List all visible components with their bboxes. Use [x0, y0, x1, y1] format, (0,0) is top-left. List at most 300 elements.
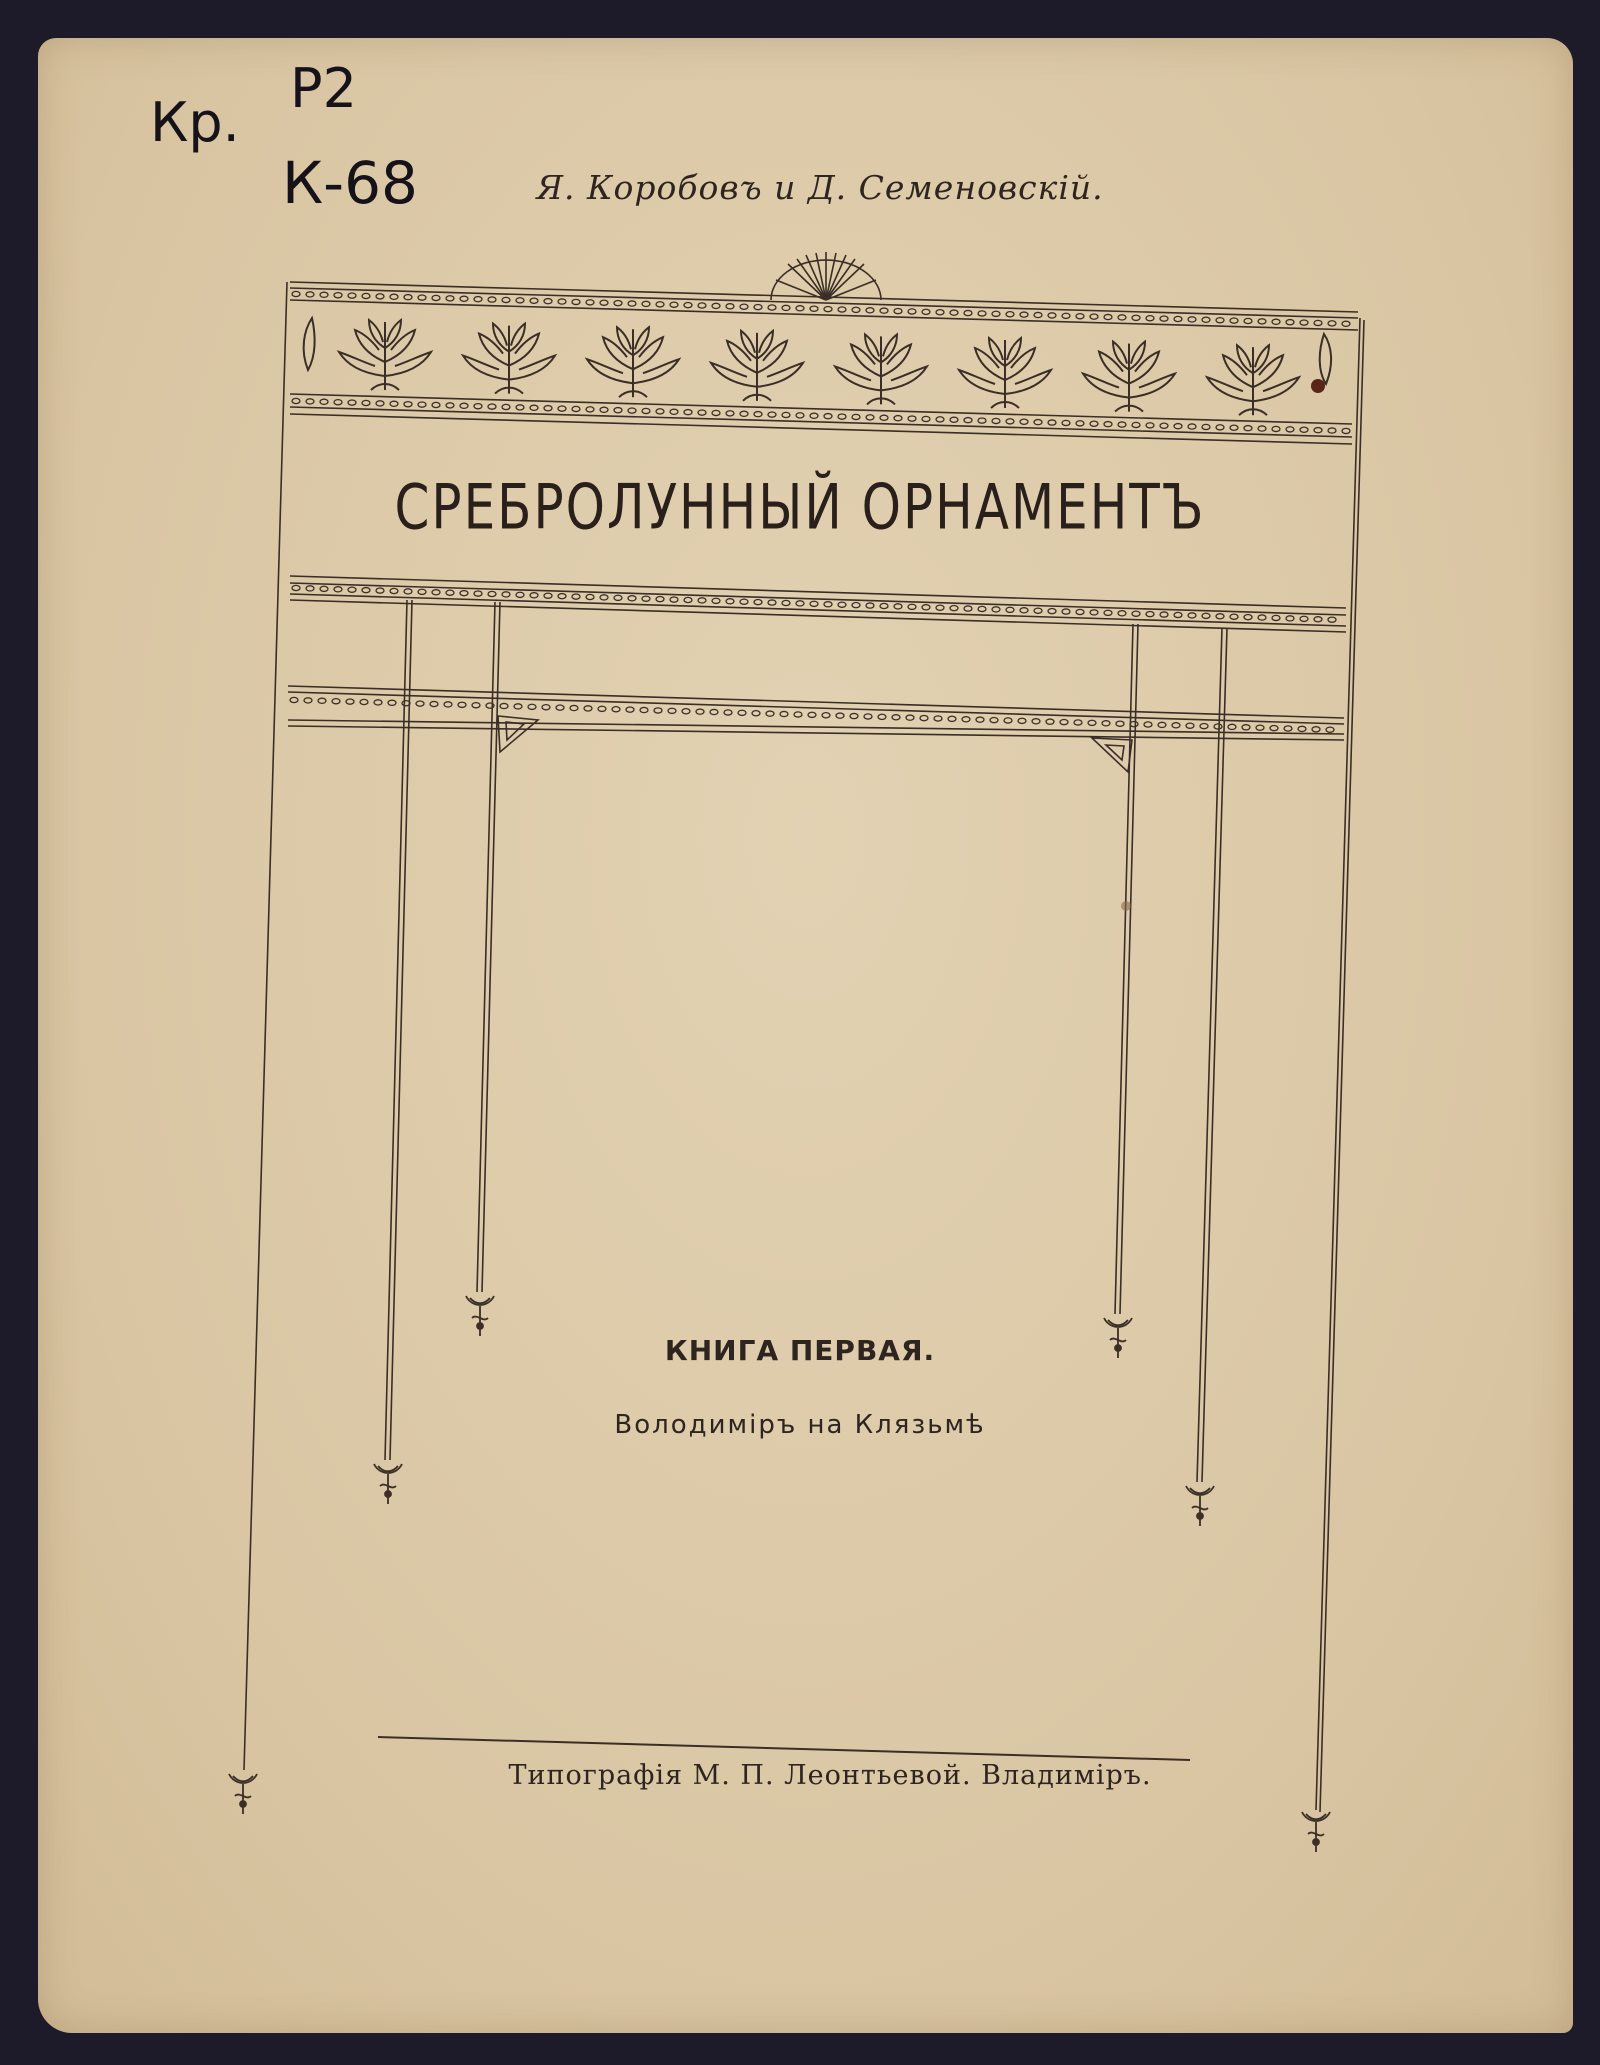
dot [824, 602, 832, 607]
dot [1076, 314, 1084, 319]
dot [1160, 316, 1168, 321]
dot [1258, 319, 1266, 324]
finial [466, 1296, 494, 1336]
dot [866, 603, 874, 608]
dot [1104, 610, 1112, 615]
dot [458, 702, 466, 707]
dot [376, 401, 384, 406]
dot [1272, 426, 1280, 431]
finial [1302, 1812, 1330, 1852]
dot [544, 406, 552, 411]
dot [698, 303, 706, 308]
dot [838, 602, 846, 607]
dot [780, 711, 788, 716]
dot [1132, 315, 1140, 320]
dot [1146, 423, 1154, 428]
dot [1202, 424, 1210, 429]
dot [768, 305, 776, 310]
dot [712, 303, 720, 308]
dot [446, 296, 454, 301]
dot [1258, 615, 1266, 620]
dot [1088, 720, 1096, 725]
dot [1272, 319, 1280, 324]
dot [684, 303, 692, 308]
dot [738, 710, 746, 715]
dot [1258, 426, 1266, 431]
dot [556, 705, 564, 710]
dot [1018, 718, 1026, 723]
dot [446, 590, 454, 595]
book-title: СРЕБРОЛУННЫЙ ОРНАМЕНТЪ [394, 470, 1206, 544]
dot [908, 604, 916, 609]
dot [696, 709, 704, 714]
dot [866, 308, 874, 313]
dot [934, 716, 942, 721]
dot [1144, 722, 1152, 727]
palmette [587, 327, 679, 397]
dot [1200, 723, 1208, 728]
dot [374, 700, 382, 705]
dot [460, 296, 468, 301]
dot [1020, 419, 1028, 424]
dot [362, 588, 370, 593]
dot [1074, 720, 1082, 725]
palmette [711, 331, 803, 401]
dot [1048, 420, 1056, 425]
dot [992, 311, 1000, 316]
dot [388, 700, 396, 705]
dot [922, 416, 930, 421]
dot [1090, 610, 1098, 615]
dot [572, 299, 580, 304]
dot [684, 597, 692, 602]
dot [318, 698, 326, 703]
dot [430, 701, 438, 706]
dot [1034, 312, 1042, 317]
dot [558, 406, 566, 411]
dot [794, 712, 802, 717]
dot [1046, 719, 1054, 724]
dot [290, 697, 298, 702]
dot [544, 299, 552, 304]
dot [796, 306, 804, 311]
dot [446, 403, 454, 408]
dot [346, 699, 354, 704]
dot [306, 399, 314, 404]
dot [1006, 312, 1014, 317]
dot [628, 301, 636, 306]
dot [628, 596, 636, 601]
dot [1174, 612, 1182, 617]
dot [698, 410, 706, 415]
dot [416, 701, 424, 706]
dot [612, 707, 620, 712]
dot [432, 295, 440, 300]
dot [670, 302, 678, 307]
dot [1076, 421, 1084, 426]
dot [822, 713, 830, 718]
dot [950, 417, 958, 422]
dot [964, 606, 972, 611]
dot [1242, 725, 1250, 730]
dot [656, 302, 664, 307]
dot [1202, 317, 1210, 322]
dot [460, 403, 468, 408]
dot [880, 603, 888, 608]
dot [1216, 318, 1224, 323]
dot [600, 595, 608, 600]
dot [572, 594, 580, 599]
dot [1118, 422, 1126, 427]
dot [1104, 422, 1112, 427]
dot [1174, 424, 1182, 429]
dot [852, 603, 860, 608]
dot [334, 400, 342, 405]
palmette [339, 320, 431, 390]
dot [626, 707, 634, 712]
dot [724, 710, 732, 715]
dot [404, 589, 412, 594]
dot [474, 297, 482, 302]
palmette [959, 338, 1051, 408]
dot [1062, 313, 1070, 318]
dot [528, 704, 536, 709]
dot [376, 588, 384, 593]
dot [390, 401, 398, 406]
dot [474, 404, 482, 409]
dot [894, 416, 902, 421]
dot [502, 592, 510, 597]
dot [838, 414, 846, 419]
dot [670, 409, 678, 414]
dot [1032, 719, 1040, 724]
dot [1048, 313, 1056, 318]
dot [320, 586, 328, 591]
dot [1244, 615, 1252, 620]
dot [782, 600, 790, 605]
dot [1244, 426, 1252, 431]
dot [460, 591, 468, 596]
ink-stain [1311, 379, 1325, 393]
dot [754, 305, 762, 310]
dot [808, 712, 816, 717]
dot [782, 412, 790, 417]
dot [1286, 320, 1294, 325]
dot [950, 606, 958, 611]
dot [334, 293, 342, 298]
authors-line: Я. Коробовъ и Д. Семеновскій. [536, 168, 1104, 207]
dot [726, 599, 734, 604]
dot [1048, 609, 1056, 614]
dot [1062, 420, 1070, 425]
paper-spot [1121, 901, 1131, 911]
dot [1034, 608, 1042, 613]
palmette [835, 334, 927, 404]
dot [432, 402, 440, 407]
dot [1272, 615, 1280, 620]
dot [922, 309, 930, 314]
dot [766, 711, 774, 716]
dot [1314, 320, 1322, 325]
dot [1062, 609, 1070, 614]
book-subtitle: Володиміръ на Клязьмѣ [614, 1410, 986, 1440]
finial [374, 1464, 402, 1504]
dot [1228, 724, 1236, 729]
dot [1060, 719, 1068, 724]
dot [1104, 314, 1112, 319]
dot [320, 399, 328, 404]
dot [614, 408, 622, 413]
dot [1286, 427, 1294, 432]
palmette [1207, 345, 1299, 415]
palmette [463, 324, 555, 394]
dot [472, 703, 480, 708]
dot [978, 311, 986, 316]
dot [1342, 428, 1350, 433]
dot [600, 300, 608, 305]
publisher-imprint: Типографія М. П. Леонтьевой. Владиміръ. [508, 1760, 1152, 1791]
dot [1256, 725, 1264, 730]
dot [1118, 611, 1126, 616]
dot [1270, 726, 1278, 731]
dot [990, 717, 998, 722]
dot [530, 405, 538, 410]
dot [962, 717, 970, 722]
dot [1006, 419, 1014, 424]
dot [936, 310, 944, 315]
dot [752, 711, 760, 716]
dot [404, 295, 412, 300]
dot [992, 607, 1000, 612]
dot [892, 715, 900, 720]
dot [530, 298, 538, 303]
dot [1090, 421, 1098, 426]
dot [712, 598, 720, 603]
dot [726, 304, 734, 309]
leaf-sprig [304, 318, 1331, 384]
dot [1034, 420, 1042, 425]
dot [1020, 608, 1028, 613]
shelf-mark-line: Р2 [290, 57, 357, 120]
dot [418, 295, 426, 300]
dot [544, 593, 552, 598]
dot [824, 306, 832, 311]
dot [796, 601, 804, 606]
dot [880, 415, 888, 420]
dot [1314, 617, 1322, 622]
dot [348, 293, 356, 298]
dot [864, 714, 872, 719]
dot [894, 604, 902, 609]
dot [348, 587, 356, 592]
dot [1186, 723, 1194, 728]
dot [754, 600, 762, 605]
dot [570, 705, 578, 710]
dot [1328, 428, 1336, 433]
dot [978, 418, 986, 423]
dot [1188, 613, 1196, 618]
dot [1328, 617, 1336, 622]
dot [500, 703, 508, 708]
dot [1214, 724, 1222, 729]
dot [1284, 726, 1292, 731]
dot [404, 402, 412, 407]
dot [1146, 316, 1154, 321]
dot [850, 713, 858, 718]
dot [348, 400, 356, 405]
dot [754, 412, 762, 417]
dot [836, 713, 844, 718]
dot [1174, 316, 1182, 321]
dot [712, 410, 720, 415]
dot [642, 596, 650, 601]
dot [1342, 321, 1350, 326]
dot [670, 597, 678, 602]
dot [810, 601, 818, 606]
dot [600, 407, 608, 412]
dot [640, 707, 648, 712]
dot [304, 698, 312, 703]
dot [1116, 721, 1124, 726]
dot [740, 411, 748, 416]
dot [654, 708, 662, 713]
dot [710, 709, 718, 714]
dot [334, 587, 342, 592]
dot [558, 594, 566, 599]
dot [306, 586, 314, 591]
dot [586, 594, 594, 599]
dot [444, 702, 452, 707]
dot [418, 589, 426, 594]
dot [292, 398, 300, 403]
dot [948, 716, 956, 721]
top-border-band [290, 282, 1358, 444]
dot [976, 717, 984, 722]
finial [1186, 1486, 1214, 1526]
dot [796, 413, 804, 418]
dot [614, 595, 622, 600]
dot [1328, 321, 1336, 326]
dot [936, 605, 944, 610]
dot [1286, 616, 1294, 621]
dot [628, 408, 636, 413]
dot [964, 310, 972, 315]
dot [908, 416, 916, 421]
dot [390, 294, 398, 299]
dot [698, 598, 706, 603]
dot [726, 411, 734, 416]
dot [642, 301, 650, 306]
dot [418, 402, 426, 407]
dot [1230, 425, 1238, 430]
dot [432, 590, 440, 595]
dot [782, 305, 790, 310]
dot [1102, 721, 1110, 726]
dot [1172, 723, 1180, 728]
dot [922, 605, 930, 610]
dot [1160, 612, 1168, 617]
dot [1188, 424, 1196, 429]
dot [682, 709, 690, 714]
dot [1230, 614, 1238, 619]
dot [1326, 727, 1334, 732]
dot [1132, 611, 1140, 616]
dot [1006, 607, 1014, 612]
dot [1230, 318, 1238, 323]
dot [360, 699, 368, 704]
palmette-frieze [304, 318, 1331, 415]
dot [1076, 609, 1084, 614]
dot [1132, 422, 1140, 427]
dot [586, 407, 594, 412]
dot [878, 714, 886, 719]
dot [530, 593, 538, 598]
dot [598, 706, 606, 711]
shelf-mark-line: К-68 [282, 149, 418, 217]
dot [894, 308, 902, 313]
dot [992, 418, 1000, 423]
dot [1020, 312, 1028, 317]
dot [1244, 318, 1252, 323]
dot [810, 306, 818, 311]
dot [586, 300, 594, 305]
dot [642, 408, 650, 413]
dot [1300, 616, 1308, 621]
dot [838, 307, 846, 312]
dot [1216, 614, 1224, 619]
dot [502, 404, 510, 409]
dot [362, 293, 370, 298]
dot [516, 405, 524, 410]
dot [572, 406, 580, 411]
dot [292, 291, 300, 296]
dot [950, 310, 958, 315]
dot [908, 309, 916, 314]
dot [978, 606, 986, 611]
dot [1300, 320, 1308, 325]
dot [488, 297, 496, 302]
dot [684, 410, 692, 415]
dot [740, 599, 748, 604]
dot [1188, 317, 1196, 322]
dot [584, 706, 592, 711]
dot [906, 715, 914, 720]
dot [920, 715, 928, 720]
dot [810, 413, 818, 418]
dot [656, 597, 664, 602]
dot [740, 304, 748, 309]
dot [880, 308, 888, 313]
book-number: КНИГА ПЕРВАЯ. [664, 1334, 936, 1367]
dot [1314, 428, 1322, 433]
dotted-row [290, 585, 1336, 732]
dot [1090, 314, 1098, 319]
dot [768, 412, 776, 417]
dot [1118, 315, 1126, 320]
dot [936, 417, 944, 422]
dot [376, 294, 384, 299]
dot [1004, 718, 1012, 723]
dot [852, 414, 860, 419]
dot [514, 704, 522, 709]
dot [292, 585, 300, 590]
dot [768, 600, 776, 605]
dot [824, 414, 832, 419]
dot [558, 299, 566, 304]
dot [362, 400, 370, 405]
publisher-rule [378, 1737, 1190, 1760]
dot [474, 591, 482, 596]
